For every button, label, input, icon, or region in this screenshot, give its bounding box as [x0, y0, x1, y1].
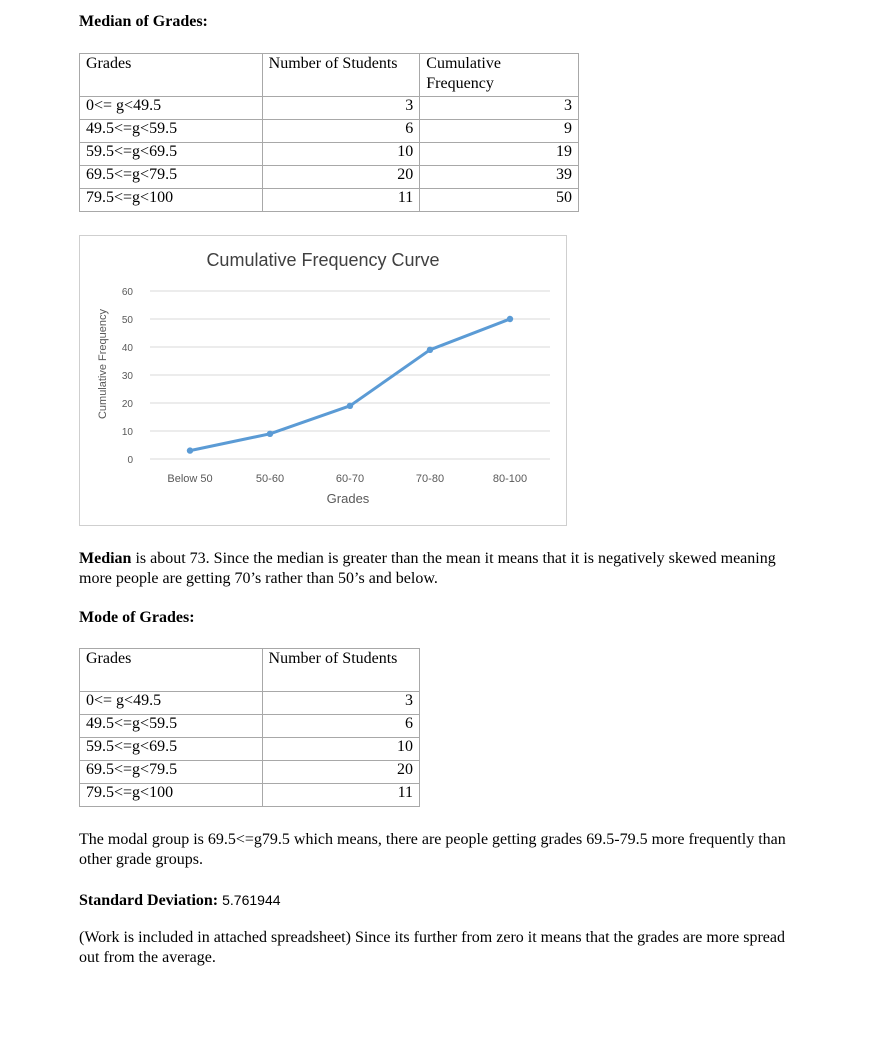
grade-cell: 0<= g<49.5	[80, 97, 263, 120]
students-cell: 10	[262, 738, 419, 761]
students-cell: 6	[262, 120, 420, 143]
table-row	[80, 143, 579, 166]
table-header-row	[80, 54, 579, 97]
x-tick-label: 80-100	[492, 473, 528, 485]
students-cell: 3	[262, 97, 420, 120]
cumulative-cell: 50	[420, 189, 579, 212]
y-tick-label: 50	[121, 315, 133, 326]
table-row	[80, 715, 420, 738]
header-students: Number of Students	[262, 649, 419, 692]
cumulative-cell: 19	[420, 143, 579, 166]
std-dev-label: Standard Deviation:	[79, 892, 219, 909]
data-point	[187, 447, 193, 453]
header-grades: Grades	[80, 54, 263, 97]
grade-cell: 59.5<=g<69.5	[80, 143, 263, 166]
table-row	[80, 784, 420, 807]
std-paragraph: (Work is included in attached spreadsheet) Since its further from zero it means that the grades are more spread out from the average.	[79, 929, 785, 966]
grade-cell: 79.5<=g<100	[80, 784, 263, 807]
header-cumulative: Cumulative Frequency	[420, 54, 579, 97]
y-tick-labels	[122, 287, 134, 466]
median-text: is about 73. Since the median is greater than the mean it means that it is negatively skewed meaning more people are getting 70’s rather than 50’s and below.	[79, 550, 776, 587]
table-row	[80, 166, 579, 189]
series-layer	[187, 316, 513, 454]
students-cell: 11	[262, 189, 420, 212]
chart-title: Cumulative Frequency Curve	[206, 250, 440, 270]
mode-table	[79, 648, 420, 807]
y-tick-label: 60	[121, 287, 133, 298]
table-row	[80, 120, 579, 143]
cumulative-cell: 39	[420, 166, 579, 189]
table-header-row	[80, 649, 420, 692]
grade-cell: 69.5<=g<79.5	[80, 761, 263, 784]
std-dev-value: 5.761944	[222, 892, 281, 908]
grade-cell: 59.5<=g<69.5	[80, 738, 263, 761]
students-cell: 6	[262, 715, 419, 738]
grade-cell: 69.5<=g<79.5	[80, 166, 263, 189]
grid-lines	[150, 291, 550, 459]
data-point	[507, 316, 513, 322]
header-grades: Grades	[80, 649, 263, 692]
cumulative-frequency-chart	[79, 235, 567, 526]
x-tick-labels	[167, 473, 527, 485]
median-heading: Median of Grades:	[79, 13, 208, 30]
y-tick-label: 40	[121, 343, 133, 354]
std-dev-line	[79, 892, 281, 910]
y-tick-label: 20	[121, 399, 133, 410]
students-cell: 11	[262, 784, 419, 807]
data-point	[267, 431, 273, 437]
chart-svg	[80, 236, 566, 525]
cumulative-cell: 3	[420, 97, 579, 120]
grade-cell: 49.5<=g<59.5	[80, 120, 263, 143]
median-table	[79, 53, 579, 212]
header-students: Number of Students	[262, 54, 420, 97]
modal-paragraph: The modal group is 69.5<=g79.5 which means, there are people getting grades 69.5-79.5 more frequently than other grade groups.	[79, 831, 786, 868]
grade-cell: 79.5<=g<100	[80, 189, 263, 212]
y-tick-label: 0	[127, 455, 133, 466]
mode-heading: Mode of Grades:	[79, 609, 195, 626]
y-axis-label: Cumulative Frequency	[97, 308, 109, 420]
data-point	[427, 347, 433, 353]
y-tick-label: 10	[121, 427, 133, 438]
grade-cell: 49.5<=g<59.5	[80, 715, 263, 738]
grade-cell: 0<= g<49.5	[80, 692, 263, 715]
table-row	[80, 738, 420, 761]
x-tick-label: Below 50	[167, 473, 213, 485]
x-tick-label: 70-80	[415, 473, 445, 485]
table-row	[80, 692, 420, 715]
students-cell: 3	[262, 692, 419, 715]
table-row	[80, 97, 579, 120]
y-tick-label: 30	[121, 371, 133, 382]
students-cell: 20	[262, 166, 420, 189]
data-point	[347, 403, 353, 409]
median-bold: Median	[79, 550, 132, 567]
students-cell: 10	[262, 143, 420, 166]
x-axis-label: Grades	[326, 491, 370, 506]
students-cell: 20	[262, 761, 419, 784]
median-paragraph	[79, 549, 809, 589]
table-row	[80, 189, 579, 212]
table-row	[80, 761, 420, 784]
cumulative-cell: 9	[420, 120, 579, 143]
x-tick-label: 50-60	[255, 473, 285, 485]
x-tick-label: 60-70	[335, 473, 365, 485]
